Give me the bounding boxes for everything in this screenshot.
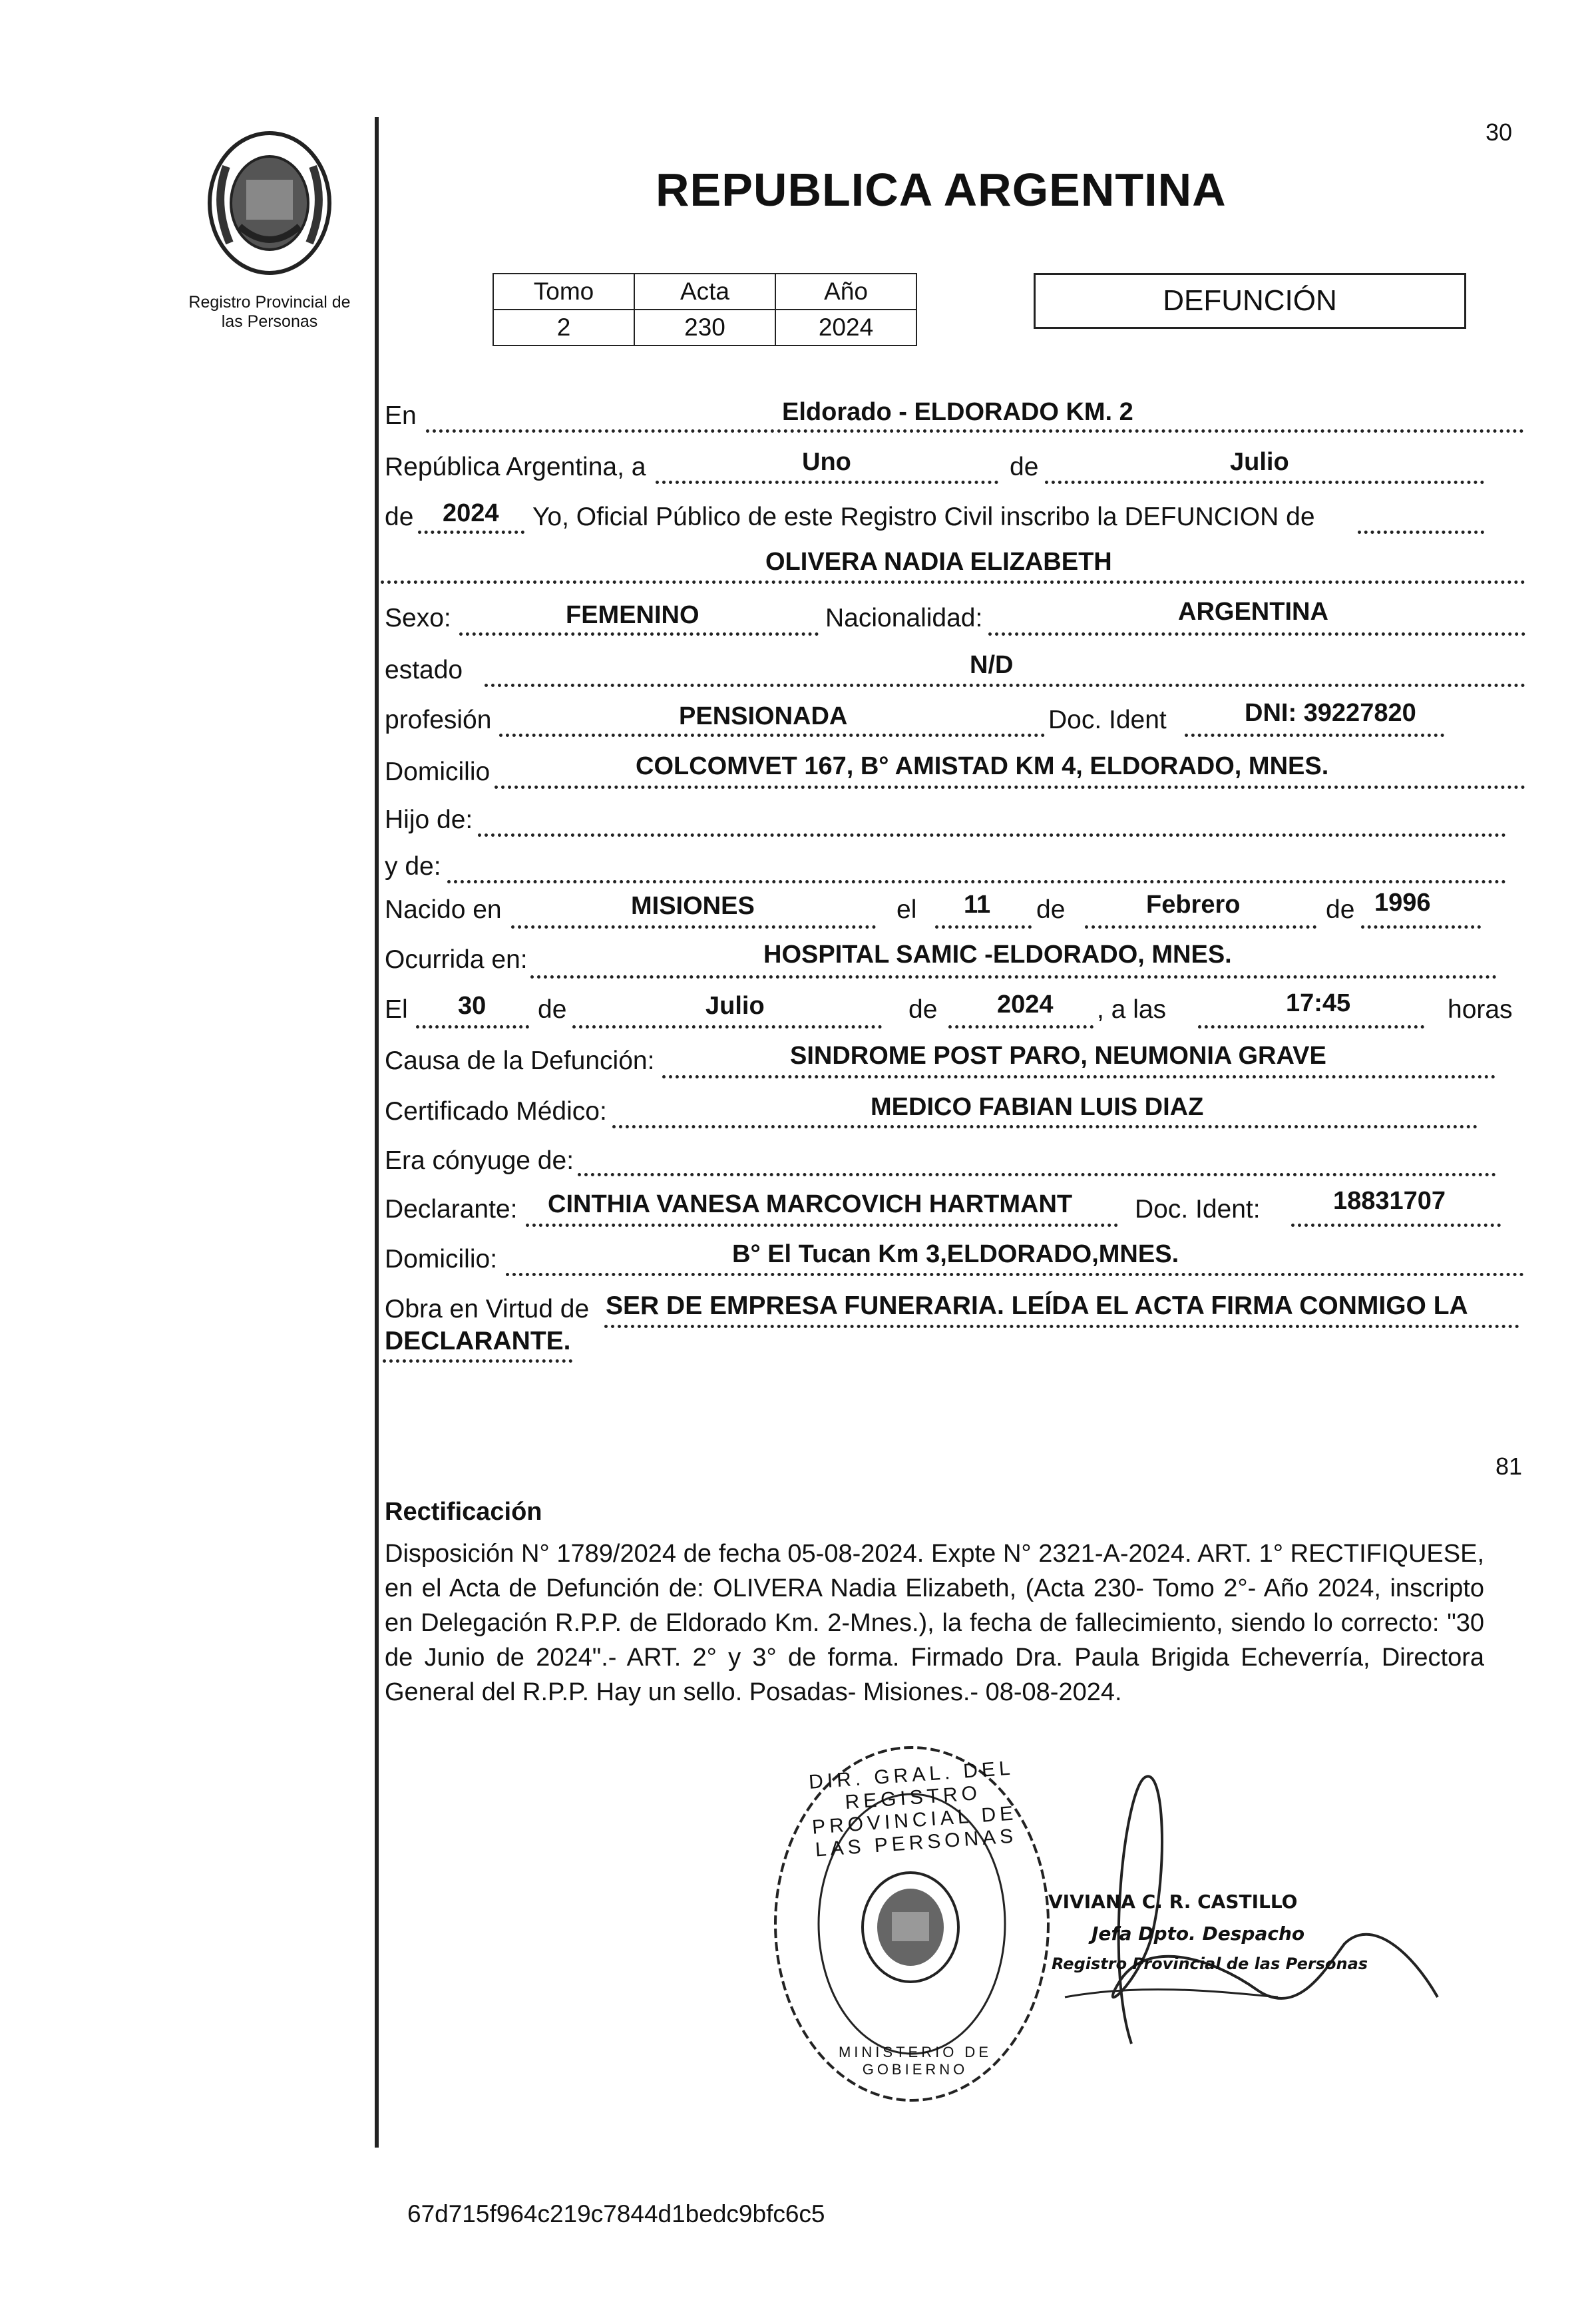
deceased-name: OLIVERA NADIA ELIZABETH [765,548,1112,576]
el-label: El [385,995,408,1024]
rectificacion-text: Disposición N° 1789/2024 de fecha 05-08-2024. Expte N° 2321-A-2024. ART. 1° RECTIFIQUESE, en el Acta de Defunción de: OLIVERA Nadia Elizabeth, (Acta 230- Tomo 2°- Año 2024, inscripto en Delegación R.P.P. de Eldorado Km. 2-Mnes.), la fecha de fallecimiento, siendo lo correcto: "30 de Junio de 2024".- ART. 2° y 3° de forma. Firmado Dra. Paula Brigida Echeverría, Directora General del R.P.P. Hay un sello. Posadas- Misiones.- 08-08-2024. [385,1540,1484,1706]
signer-name: VIVIANA C. R. CASTILLO [1048,1891,1298,1913]
doc-label: Doc. Ident [1048,706,1167,734]
sexo-label: Sexo: [385,604,451,632]
y-de-label: y de: [385,852,441,881]
de-label: de [1036,895,1066,924]
place-value: Eldorado - ELDORADO KM. 2 [782,398,1133,426]
el-label: el [897,895,917,924]
rectificacion-title: Rectificación [385,1498,542,1526]
signer-org: Registro Provincial de las Personas [1052,1955,1368,1973]
death-day-value: 30 [458,992,487,1020]
certificado-value: MEDICO FABIAN LUIS DIAZ [871,1093,1204,1121]
org-name: Registro Provincial de las Personas [188,293,351,331]
domicilio-value: COLCOMVET 167, B° AMISTAD KM 4, ELDORADO, MNES. [636,752,1329,780]
decl-doc-label: Doc. Ident: [1135,1195,1261,1224]
signer-role: Jefa Dpto. Despacho [1092,1923,1305,1945]
day-word-value: Uno [802,448,851,476]
de-label: de [1326,895,1355,924]
anio-value: 2024 [775,310,916,346]
stamp-outer-text: DIR. GRAL. DEL REGISTRO PROVINCIAL DE LAS PERSONAS [808,1757,1018,1861]
de-label: de [908,995,938,1024]
estado-value: N/D [970,651,1014,679]
nacionalidad-label: Nacionalidad: [825,604,983,632]
margin-line [375,117,379,2148]
birth-day-value: 11 [964,891,991,919]
declarante-value: CINTHIA VANESA MARCOVICH HARTMANT [548,1190,1073,1218]
en-label: En [385,401,417,430]
obra-label: Obra en Virtud de [385,1295,590,1323]
domicilio-label: Domicilio [385,758,491,786]
obra-value-line1: SER DE EMPRESA FUNERARIA. LEÍDA EL ACTA FIRMA CONMIGO LA [606,1291,1468,1320]
doc-value: DNI: 39227820 [1245,699,1416,727]
birth-year-value: 1996 [1374,889,1431,917]
conyuge-label: Era cónyuge de: [385,1146,574,1175]
certificado-label: Certificado Médico: [385,1097,607,1126]
hijo-label: Hijo de: [385,806,473,834]
province-seal-icon [200,126,339,280]
statement-text: Yo, Oficial Público de este Registro Civil inscribo la DEFUNCION de [532,503,1315,531]
horas-label: horas [1448,995,1513,1024]
birth-month-value: Febrero [1146,891,1241,919]
page-number: 30 [1486,118,1513,146]
declarante-label: Declarante: [385,1195,518,1224]
anio-header: Año [775,274,916,310]
causa-value: SINDROME POST PARO, NEUMONIA GRAVE [790,1042,1326,1070]
death-time-value: 17:45 [1286,989,1351,1017]
acta-value: 230 [634,310,775,346]
obra-value-line2: DECLARANTE. [385,1327,571,1355]
page-mark: 81 [1496,1453,1523,1480]
decl-doc-value: 18831707 [1333,1187,1446,1215]
record-type-box: DEFUNCIÓN [1034,273,1466,329]
death-month-value: Julio [705,992,765,1020]
decl-domicilio-value: B° El Tucan Km 3,ELDORADO,MNES. [732,1240,1179,1268]
reference-table [493,273,917,346]
death-year-value: 2024 [997,991,1054,1019]
republica-label: República Argentina, a [385,453,646,481]
decl-domicilio-label: Domicilio: [385,1245,498,1274]
profesion-label: profesión [385,706,492,734]
ocurrida-label: Ocurrida en: [385,945,528,974]
de-label: de [538,995,567,1024]
nacionalidad-value: ARGENTINA [1178,598,1328,626]
stamp-inner-text: MINISTERIO DE GOBIERNO [838,2044,992,2078]
de-label: de [385,503,414,531]
page-title: REPUBLICA ARGENTINA [656,164,1227,216]
month-word-value: Julio [1230,448,1289,476]
causa-label: Causa de la Defunción: [385,1046,655,1075]
tomo-header: Tomo [493,274,634,310]
de-label: de [1010,453,1039,481]
estado-label: estado [385,656,463,684]
sexo-value: FEMENINO [566,601,699,629]
a-las-label: , a las [1097,995,1167,1024]
ocurrida-value: HOSPITAL SAMIC -ELDORADO, MNES. [763,941,1232,969]
document-hash: 67d715f964c219c7844d1bedc9bfc6c5 [407,2200,825,2227]
profesion-value: PENSIONADA [679,702,848,730]
nacido-value: MISIONES [631,892,755,920]
year-value: 2024 [443,499,499,527]
nacido-label: Nacido en [385,895,502,924]
acta-header: Acta [634,274,775,310]
tomo-value: 2 [493,310,634,346]
